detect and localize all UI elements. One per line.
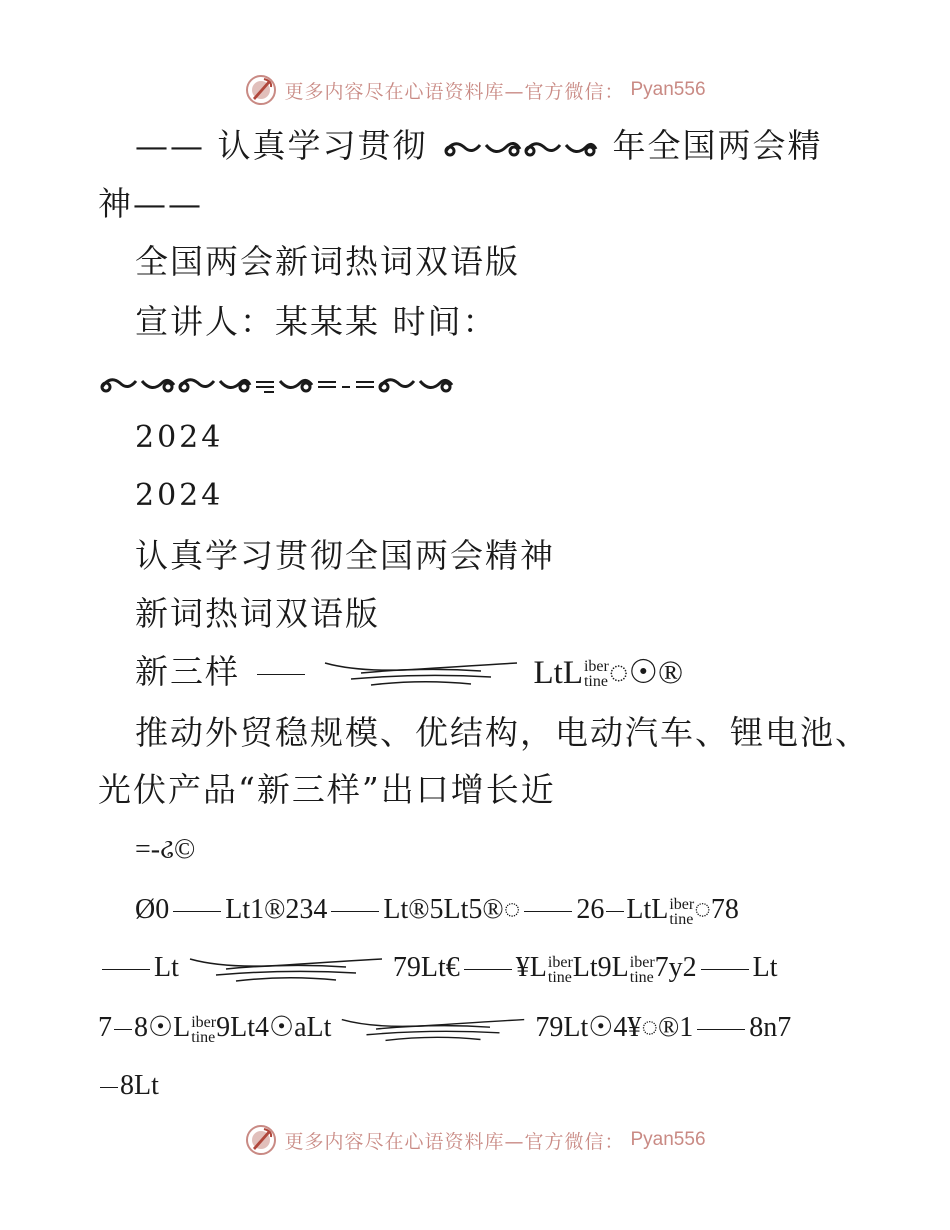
heading-1: 认真学习贯彻全国两会精神 — [135, 536, 555, 575]
dash-rule — [114, 1029, 132, 1030]
footer-text: 更多内容尽在心语资料库—官方微信： — [284, 1130, 625, 1153]
sup-bottom: tine — [583, 673, 608, 690]
wave-rule-icon — [321, 657, 521, 691]
super-sub-stack — [191, 1015, 216, 1045]
dash-rule — [464, 969, 512, 970]
title-prefix: —— 认真学习贯彻 — [135, 126, 428, 165]
header-banner — [0, 70, 950, 110]
quill-logo-icon — [244, 73, 278, 107]
sup-top: iber — [629, 953, 655, 971]
dash-rule — [173, 911, 221, 912]
term-tail-b: ◌☉® — [608, 655, 684, 691]
speaker-line: 宣讲人：某某某 时间： — [135, 302, 498, 341]
garble-row-a — [135, 890, 739, 930]
dash-rule — [331, 911, 379, 912]
garble-a-2: Lt1®234 — [225, 894, 328, 925]
garble-d-1: 8Lt — [120, 1070, 159, 1101]
subtitle: 全国两会新词热词双语版 — [135, 242, 520, 281]
garble-c-1: 7 — [98, 1012, 112, 1043]
paragraph-line-2: 光伏产品“新三样”出口增长近 — [98, 770, 556, 809]
garble-row-b — [98, 948, 778, 988]
wave-rule-icon — [186, 953, 386, 987]
super-sub-stack — [630, 955, 655, 985]
sup-bottom: tine — [191, 1028, 216, 1046]
ornament-icon — [440, 135, 600, 161]
garble-b-1: Lt — [154, 952, 179, 983]
garble-line-1: =-ઢ© — [135, 834, 196, 865]
wave-rule-icon — [338, 1013, 528, 1047]
year-2: 2024 — [135, 478, 224, 513]
garble-b-4: Lt9L — [572, 952, 629, 983]
garble-b-3: ¥L — [515, 952, 547, 983]
footer-banner — [0, 1120, 950, 1160]
sup-bottom: tine — [547, 968, 572, 986]
ornament-date-icon — [98, 371, 458, 397]
quill-logo-icon — [244, 1123, 278, 1157]
garble-b-5: 7y2 — [654, 952, 697, 983]
sup-top: iber — [669, 895, 695, 913]
sup-bottom: tine — [669, 910, 694, 928]
dash-rule — [701, 969, 749, 970]
title-suffix: 年全国两会精 — [612, 126, 823, 165]
year-1: 2024 — [135, 420, 224, 455]
header-text: 更多内容尽在心语资料库—官方微信： — [284, 80, 625, 103]
garble-b-2: 79Lt€ — [392, 952, 460, 983]
dash-rule — [606, 911, 624, 912]
garble-a-3: Lt®5Lt5®◌ — [383, 894, 521, 925]
ornament-date-line — [98, 362, 458, 402]
dash-rule — [697, 1029, 745, 1030]
garble-c-4: 79Lt☉4¥◌®1 — [535, 1012, 694, 1043]
term-tail-a: LtL — [533, 655, 583, 691]
garble-c-2: 8☉L — [134, 1012, 191, 1043]
garble-a-5: LtL — [626, 894, 669, 925]
sup-top: iber — [547, 953, 573, 971]
garble-c-5: 8n7 — [749, 1012, 792, 1043]
sup-top: iber — [191, 1013, 217, 1031]
garble-a-4: 26 — [576, 894, 605, 925]
garble-a-6: ◌78 — [694, 894, 739, 925]
heading-2: 新词热词双语版 — [135, 594, 380, 633]
dash-rule — [102, 969, 150, 970]
garble-c-3: 9Lt4☉aLt — [216, 1012, 332, 1043]
title-line-cont: 神—— — [98, 184, 203, 223]
super-sub-stack — [548, 955, 573, 985]
sup-bottom: tine — [629, 968, 654, 986]
super-sub-stack — [584, 659, 609, 689]
term-line — [135, 652, 683, 693]
dash-rule — [100, 1087, 118, 1088]
sup-top: iber — [583, 658, 609, 675]
dash-rule — [524, 911, 572, 912]
footer-wechat-id: Pyan556 — [630, 1129, 706, 1150]
garble-a-1: Ø0 — [135, 894, 170, 925]
paragraph-line-1: 推动外贸稳规模、优结构，电动汽车、锂电池、 — [135, 713, 870, 752]
super-sub-stack — [669, 897, 694, 927]
dash-rule — [257, 674, 305, 675]
garble-row-d — [98, 1066, 159, 1106]
term-label: 新三样 — [135, 652, 240, 691]
header-wechat-id: Pyan556 — [630, 79, 706, 100]
garble-row-c — [98, 1008, 791, 1048]
title-line — [135, 126, 823, 166]
garble-b-6: Lt — [752, 952, 778, 983]
